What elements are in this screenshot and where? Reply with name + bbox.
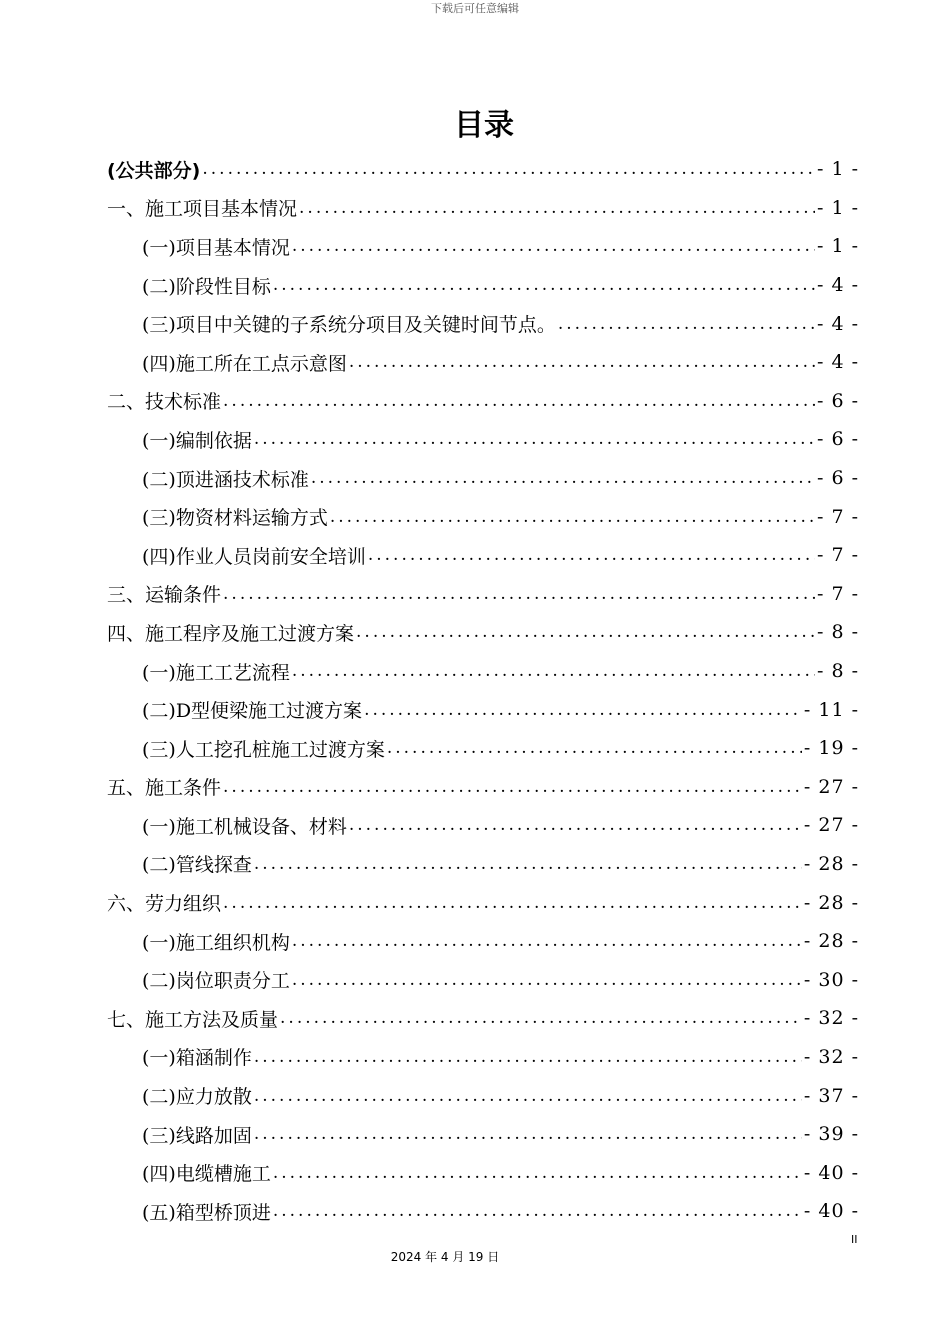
toc-entry-page: - 27 - [803, 775, 859, 798]
toc-entry-page: - 7 - [816, 544, 859, 567]
toc-entry[interactable] [107, 1153, 859, 1192]
toc-entry-page: - 6 - [816, 467, 859, 490]
table-of-contents [107, 150, 859, 1231]
toc-entry-page: - 4 - [816, 351, 859, 374]
toc-entry-page: - 37 - [803, 1084, 859, 1107]
toc-dot-leader [364, 700, 802, 720]
toc-entry-page: - 4 - [816, 274, 859, 297]
toc-entry-label: (二)阶段性目标 [142, 275, 271, 298]
toc-entry-label: 四、施工程序及施工过渡方案 [107, 622, 355, 645]
toc-dot-leader [368, 545, 815, 565]
toc-entry-label: (一)施工机械设备、材料 [142, 815, 347, 838]
toc-entry-page: - 7 - [816, 582, 859, 605]
toc-entry-page: - 28 - [803, 852, 859, 875]
toc-entry-page: - 8 - [816, 621, 859, 644]
toc-entry[interactable] [107, 1038, 859, 1077]
toc-dot-leader [254, 1047, 802, 1067]
toc-entry-label: 二、技术标准 [107, 391, 222, 414]
toc-entry-page: - 30 - [803, 968, 859, 991]
toc-entry-label: 五、施工条件 [107, 777, 222, 800]
toc-entry[interactable] [107, 729, 859, 768]
toc-entry[interactable] [107, 575, 859, 614]
toc-entry[interactable] [107, 227, 859, 266]
toc-dot-leader [223, 777, 802, 797]
toc-entry-label: (四)作业人员岗前安全培训 [142, 545, 366, 568]
toc-entry-label: (五)箱型桥顶进 [142, 1201, 271, 1224]
toc-entry-page: - 8 - [816, 660, 859, 683]
toc-entry[interactable] [107, 1076, 859, 1115]
toc-dot-leader [254, 1124, 802, 1144]
toc-dot-leader [280, 1008, 802, 1028]
toc-dot-leader [202, 159, 815, 179]
toc-entry-page: - 40 - [803, 1161, 859, 1184]
toc-entry-label: (三)项目中关键的子系统分项目及关键时间节点。 [142, 314, 556, 337]
toc-dot-leader [349, 352, 815, 372]
toc-entry[interactable] [107, 1192, 859, 1231]
toc-entry[interactable] [107, 189, 859, 228]
toc-dot-leader [254, 429, 815, 449]
toc-dot-leader [311, 468, 815, 488]
toc-entry-label: (一)施工工艺流程 [142, 661, 290, 684]
toc-dot-leader [254, 1086, 802, 1106]
toc-entry-label: (二)管线探查 [142, 854, 252, 877]
toc-entry[interactable] [107, 304, 859, 343]
toc-entry[interactable] [107, 420, 859, 459]
toc-entry-page: - 28 - [803, 930, 859, 953]
toc-entry-label: (二)D型便梁施工过渡方案 [142, 700, 363, 723]
toc-entry-label: (四)电缆槽施工 [142, 1163, 271, 1186]
toc-entry-label: 六、劳力组织 [107, 893, 222, 916]
toc-entry-label: 一、施工项目基本情况 [107, 198, 298, 221]
toc-entry-page: - 1 - [816, 235, 859, 258]
toc-entry[interactable] [107, 652, 859, 691]
toc-entry-page: - 40 - [803, 1200, 859, 1223]
toc-entry[interactable] [107, 266, 859, 305]
toc-entry-page: - 19 - [803, 737, 859, 760]
toc-dot-leader [387, 738, 802, 758]
toc-entry[interactable] [107, 382, 859, 421]
toc-entry[interactable] [107, 922, 859, 961]
toc-entry-label: (三)物资材料运输方式 [142, 507, 328, 530]
toc-entry-label: 三、运输条件 [107, 584, 222, 607]
footer-date: 2024 年 4 月 19 日 [390, 1250, 500, 1264]
toc-entry[interactable] [107, 690, 859, 729]
toc-dot-leader [254, 854, 802, 874]
toc-entry-label: 七、施工方法及质量 [107, 1008, 279, 1031]
toc-entry-label: (公共部分) [107, 159, 201, 182]
toc-entry-label: (二)顶进涵技术标准 [142, 468, 309, 491]
toc-dot-leader [273, 1163, 802, 1183]
toc-entry[interactable] [107, 343, 859, 382]
toc-dot-leader [330, 507, 815, 527]
toc-entry-label: (二)岗位职责分工 [142, 970, 290, 993]
page-title: 目录 [454, 108, 514, 143]
toc-dot-leader [292, 661, 815, 681]
toc-dot-leader [349, 815, 802, 835]
toc-entry[interactable] [107, 768, 859, 807]
toc-entry-page: - 4 - [816, 312, 859, 335]
toc-entry[interactable] [107, 1115, 859, 1154]
toc-entry-page: - 1 - [816, 158, 859, 181]
toc-entry-page: - 6 - [816, 428, 859, 451]
toc-entry-label: (一)编制依据 [142, 429, 252, 452]
toc-entry-label: (一)项目基本情况 [142, 236, 290, 259]
toc-entry-page: - 39 - [803, 1123, 859, 1146]
toc-entry-page: - 1 - [816, 196, 859, 219]
toc-dot-leader [292, 970, 802, 990]
toc-entry-label: (四)施工所在工点示意图 [142, 352, 347, 375]
toc-dot-leader [292, 236, 815, 256]
header-note: 下载后可任意编辑 [431, 2, 519, 15]
toc-entry[interactable] [107, 845, 859, 884]
toc-entry[interactable] [107, 999, 859, 1038]
toc-entry-page: - 11 - [803, 698, 859, 721]
toc-entry[interactable] [107, 150, 859, 189]
toc-entry[interactable] [107, 613, 859, 652]
toc-entry-page: - 32 - [803, 1007, 859, 1030]
toc-entry-label: (三)人工挖孔桩施工过渡方案 [142, 738, 385, 761]
toc-entry-label: (一)施工组织机构 [142, 931, 290, 954]
toc-dot-leader [299, 198, 815, 218]
toc-entry[interactable] [107, 806, 859, 845]
toc-entry-label: (一)箱涵制作 [142, 1047, 252, 1070]
toc-dot-leader [223, 893, 802, 913]
toc-entry-page: - 7 - [816, 505, 859, 528]
toc-dot-leader [273, 275, 815, 295]
toc-dot-leader [558, 314, 815, 334]
toc-entry-page: - 28 - [803, 891, 859, 914]
toc-entry-label: (三)线路加固 [142, 1124, 252, 1147]
toc-entry-label: (二)应力放散 [142, 1086, 252, 1109]
toc-dot-leader [356, 622, 815, 642]
toc-entry[interactable] [107, 497, 859, 536]
toc-dot-leader [273, 1201, 802, 1221]
toc-entry[interactable] [107, 459, 859, 498]
toc-entry[interactable] [107, 883, 859, 922]
toc-entry[interactable] [107, 536, 859, 575]
toc-entry-page: - 32 - [803, 1045, 859, 1068]
toc-entry[interactable] [107, 960, 859, 999]
toc-entry-page: - 6 - [816, 389, 859, 412]
toc-dot-leader [292, 931, 802, 951]
toc-dot-leader [223, 391, 815, 411]
toc-dot-leader [223, 584, 815, 604]
page-number: II [851, 1233, 858, 1246]
toc-entry-page: - 27 - [803, 814, 859, 837]
